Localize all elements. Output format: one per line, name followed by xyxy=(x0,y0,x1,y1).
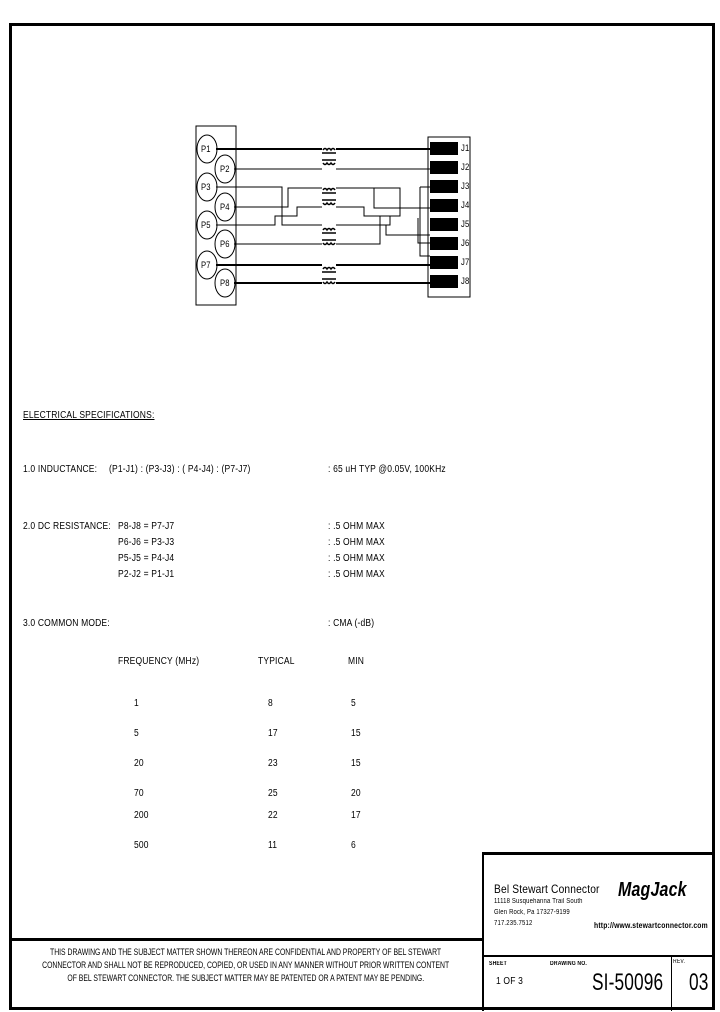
inductance-label: 1.0 INDUCTANCE: xyxy=(23,464,98,475)
cell: 20 xyxy=(134,758,144,769)
jack-label: J3 xyxy=(461,181,470,191)
jack-label: J5 xyxy=(461,219,470,229)
pin-label: P4 xyxy=(220,202,230,212)
drawing-no-label: DRAWING NO. xyxy=(550,961,588,967)
jack-label: J4 xyxy=(461,200,470,210)
cell: 23 xyxy=(268,758,278,769)
phone: 717.235.7512 xyxy=(494,920,533,927)
notice-text: THIS DRAWING AND THE SUBJECT MATTER SHOWN THEREON ARE CONFIDENTIAL AND PROPERTY OF BEL STEWART xyxy=(49,947,442,958)
magjack-logo: MagJack xyxy=(618,879,687,901)
cell: 500 xyxy=(134,840,149,851)
cell: 15 xyxy=(351,728,361,739)
cell: 5 xyxy=(351,698,356,709)
jack-label: J8 xyxy=(461,276,470,286)
col-header-typical: TYPICAL xyxy=(258,656,295,667)
pin-label: P7 xyxy=(201,260,211,270)
dc-value: : .5 OHM MAX xyxy=(328,537,385,548)
col-header-min: MIN xyxy=(348,656,365,667)
cell: 22 xyxy=(268,810,278,821)
cell: 70 xyxy=(134,788,144,799)
cell: 17 xyxy=(351,810,361,821)
dc-pair: P5-J5 = P4-J4 xyxy=(118,553,175,564)
inductance-value: : 65 uH TYP @0.05V, 100KHz xyxy=(328,464,446,475)
cell: 17 xyxy=(268,728,278,739)
wires xyxy=(216,149,430,283)
divider xyxy=(671,955,672,1011)
cell: 25 xyxy=(268,788,278,799)
common-mode-label: 3.0 COMMON MODE: xyxy=(23,618,110,629)
transformer-coils xyxy=(322,149,336,284)
pin-label: P6 xyxy=(220,239,230,249)
common-mode-value: : CMA (-dB) xyxy=(328,618,375,629)
company-name: Bel Stewart Connector xyxy=(494,882,600,896)
sheet-value: 1 OF 3 xyxy=(496,976,524,987)
cell: 5 xyxy=(134,728,139,739)
notice-line xyxy=(9,972,482,985)
dc-pair: P8-J8 = P7-J7 xyxy=(118,521,175,532)
dc-value: : .5 OHM MAX xyxy=(328,569,385,580)
dc-value: : .5 OHM MAX xyxy=(328,553,385,564)
address-line: Glen Rock, Pa 17327-9199 xyxy=(494,909,570,916)
cell: 8 xyxy=(268,698,273,709)
col-header-frequency: FREQUENCY (MHz) xyxy=(118,656,200,667)
dc-value: : .5 OHM MAX xyxy=(328,521,385,532)
cell: 20 xyxy=(351,788,361,799)
dc-pair: P6-J6 = P3-J3 xyxy=(118,537,175,548)
jack-label: J6 xyxy=(461,238,470,248)
title-block xyxy=(482,852,714,1011)
rev-label: REV. xyxy=(673,959,686,965)
revision: 03 xyxy=(689,969,709,996)
notice-line xyxy=(9,959,482,972)
drawing-number: SI-50096 xyxy=(592,969,664,996)
pin-label: P5 xyxy=(201,220,211,230)
jack-label: J7 xyxy=(461,257,470,267)
cell: 1 xyxy=(134,698,139,709)
notice-text: OF BEL STEWART CONNECTOR. THE SUBJECT MATTER MAY BE PATENTED OR A PATENT MAY BE PENDING. xyxy=(67,973,424,984)
jack-label: J1 xyxy=(461,143,470,153)
confidentiality-notice xyxy=(9,938,484,1008)
pin-label: P3 xyxy=(201,182,211,192)
cell: 15 xyxy=(351,758,361,769)
website-url: http://www.stewartconnector.com xyxy=(594,921,708,930)
specs-heading: ELECTRICAL SPECIFICATIONS: xyxy=(23,410,155,421)
address-line: 11118 Susquehanna Trail South xyxy=(494,898,583,905)
pin-circles xyxy=(197,135,235,297)
dc-resistance-label: 2.0 DC RESISTANCE: xyxy=(23,521,111,532)
pin-label: P1 xyxy=(201,144,211,154)
cell: 6 xyxy=(351,840,356,851)
dc-pair: P2-J2 = P1-J1 xyxy=(118,569,175,580)
jack-contacts xyxy=(430,142,458,288)
pin-label: P8 xyxy=(220,278,230,288)
inductance-pairs: (P1-J1) : (P3-J3) : ( P4-J4) : (P7-J7) xyxy=(109,464,251,475)
notice-text: CONNECTOR AND SHALL NOT BE REPRODUCED, COPIED, OR USED IN ANY MANNER WITHOUT PRIOR WRITTEN CONTENT xyxy=(41,960,450,971)
cell: 11 xyxy=(268,840,278,851)
cell: 200 xyxy=(134,810,149,821)
divider xyxy=(484,955,714,957)
jack-label: J2 xyxy=(461,162,470,172)
notice-line xyxy=(9,946,482,959)
pin-label: P2 xyxy=(220,164,230,174)
sheet-label: SHEET xyxy=(489,961,507,967)
